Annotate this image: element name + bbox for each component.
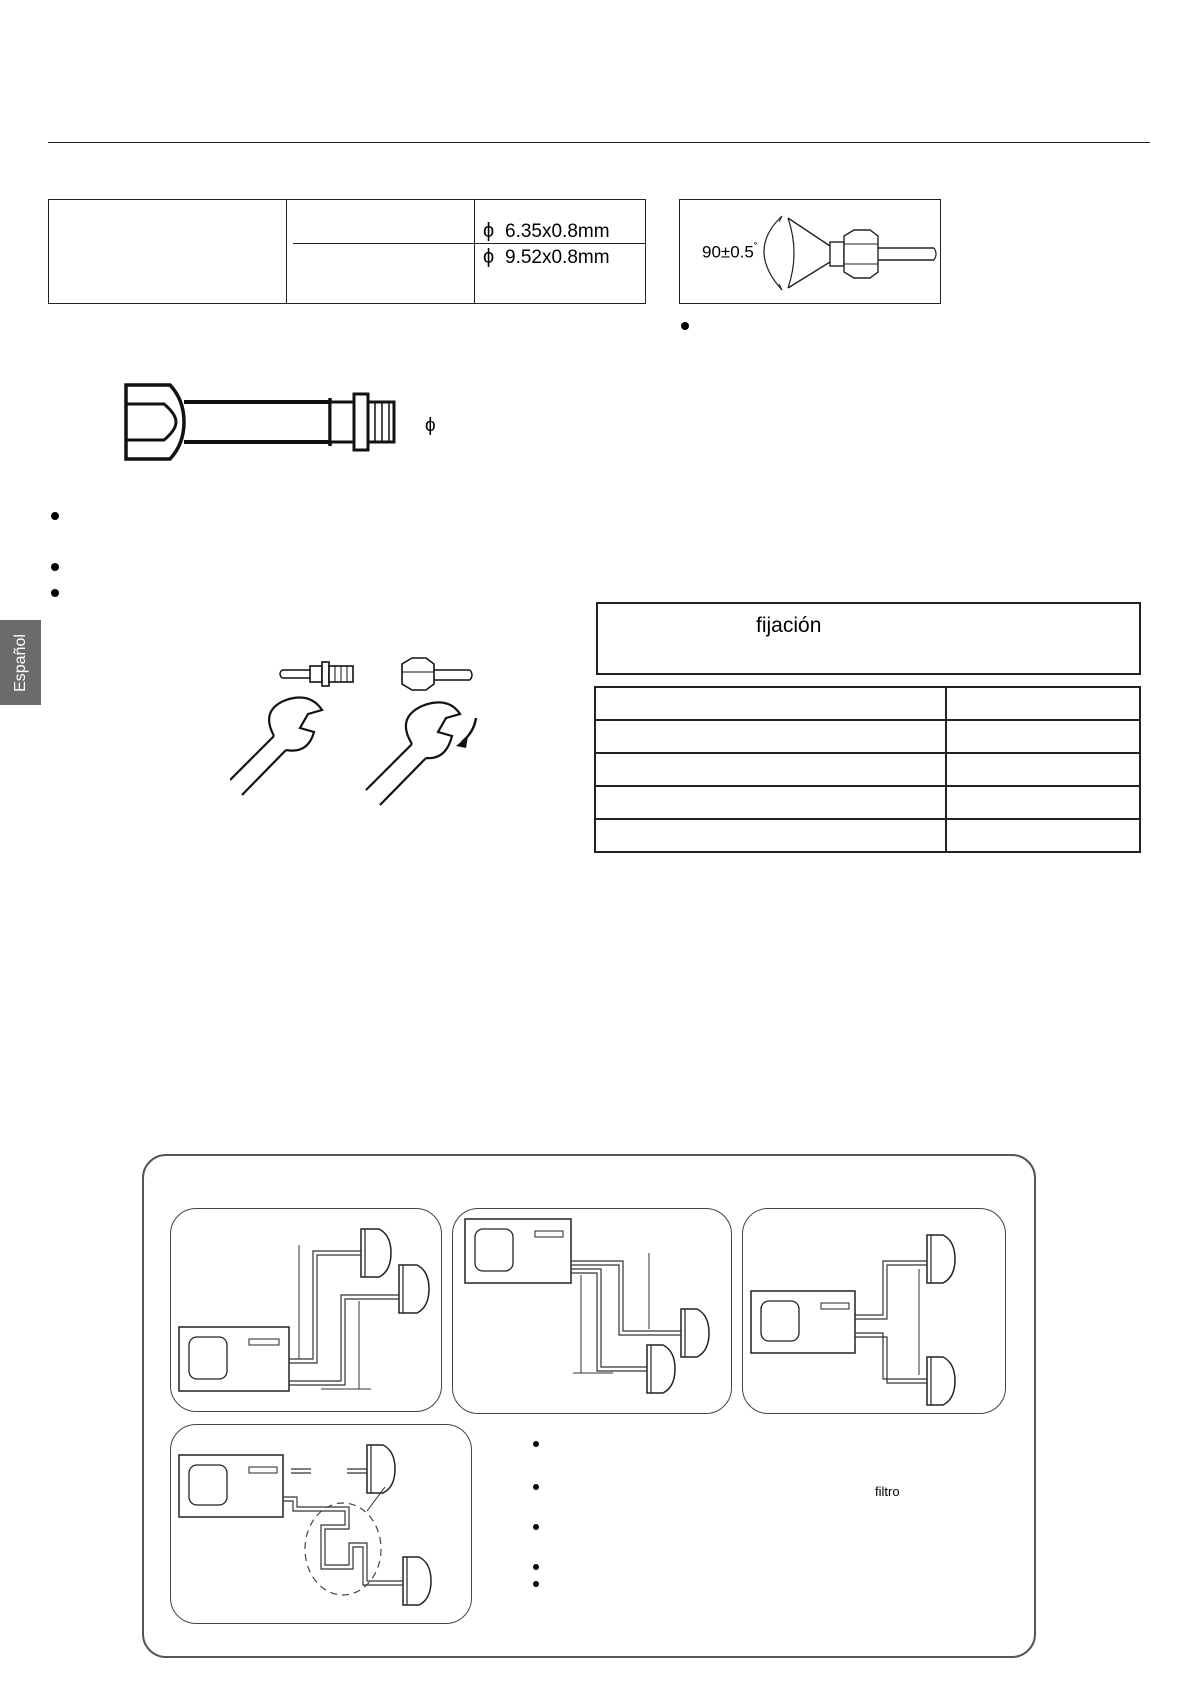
- phi-symbol: ϕ: [483, 246, 495, 268]
- indoor-unit-icon: [367, 1445, 395, 1493]
- table-cell: [946, 819, 1140, 852]
- pipe-dimension-2: ϕ 9.52x0.8mm: [483, 246, 610, 268]
- table-row: [595, 819, 1140, 852]
- table-cell: [946, 687, 1140, 720]
- table-cell: [595, 786, 946, 819]
- table-row: [595, 687, 1140, 720]
- table-cell: [595, 720, 946, 753]
- table-cell: [946, 753, 1140, 786]
- outdoor-unit-icon: [179, 1327, 289, 1391]
- indoor-unit-icon: [927, 1357, 955, 1405]
- table-cell: [595, 753, 946, 786]
- pipe-spec-table: [48, 199, 646, 304]
- table-divider: [474, 200, 475, 303]
- table-divider: [293, 243, 645, 244]
- bullet: [533, 1441, 539, 1447]
- bullet: [533, 1581, 539, 1587]
- indoor-unit-icon: [361, 1229, 391, 1277]
- table-row: [595, 786, 1140, 819]
- indoor-unit-icon: [647, 1345, 675, 1393]
- language-tab[interactable]: Español: [0, 620, 41, 705]
- flare-angle-diagram: [679, 199, 941, 304]
- torque-table: [594, 686, 1141, 853]
- table-cell: [946, 786, 1140, 819]
- indoor-unit-icon: [927, 1235, 955, 1283]
- flare-angle-label: 90±0.5˚: [702, 242, 758, 262]
- table-cell: [946, 720, 1140, 753]
- bullet: [51, 589, 59, 597]
- pipe-dimension-1: ϕ 6.35x0.8mm: [483, 220, 610, 242]
- table-divider: [286, 200, 287, 303]
- table-cell: [595, 687, 946, 720]
- torque-table-title: fijación: [596, 602, 1141, 675]
- header-rule: [48, 142, 1150, 143]
- outdoor-unit-icon: [465, 1219, 571, 1283]
- installation-panel-1: [170, 1208, 442, 1412]
- flare-cone-icon: [680, 200, 942, 305]
- installation-panel-3: [742, 1208, 1006, 1414]
- installation-panel-2: [452, 1208, 732, 1414]
- outdoor-unit-icon: [751, 1291, 855, 1353]
- table-cell: [595, 819, 946, 852]
- flare-pipe-icon: [280, 662, 353, 686]
- bullet: [51, 563, 59, 571]
- installation-panel-4: [170, 1424, 472, 1624]
- table-row: [595, 720, 1140, 753]
- flare-nut-icon: [402, 658, 472, 690]
- indoor-unit-icon: [399, 1265, 429, 1313]
- phi-symbol: ϕ: [483, 220, 495, 242]
- bullet: [533, 1564, 539, 1570]
- indoor-unit-icon: [681, 1309, 709, 1357]
- wrench-connection-illustration: [230, 650, 490, 815]
- filter-label: filtro: [875, 1484, 900, 1499]
- bullet: [533, 1484, 539, 1490]
- diameter-symbol: ϕ: [425, 415, 436, 436]
- wrench-turning-icon: [366, 702, 476, 805]
- outdoor-unit-icon: [179, 1455, 283, 1517]
- table-row: [595, 753, 1140, 786]
- bullet: [533, 1524, 539, 1530]
- indoor-unit-icon: [403, 1557, 431, 1605]
- wrench-icon: [230, 698, 322, 795]
- bullet: [681, 322, 689, 330]
- bullet: [51, 512, 59, 520]
- flare-nut-pipe-icon: [118, 380, 448, 465]
